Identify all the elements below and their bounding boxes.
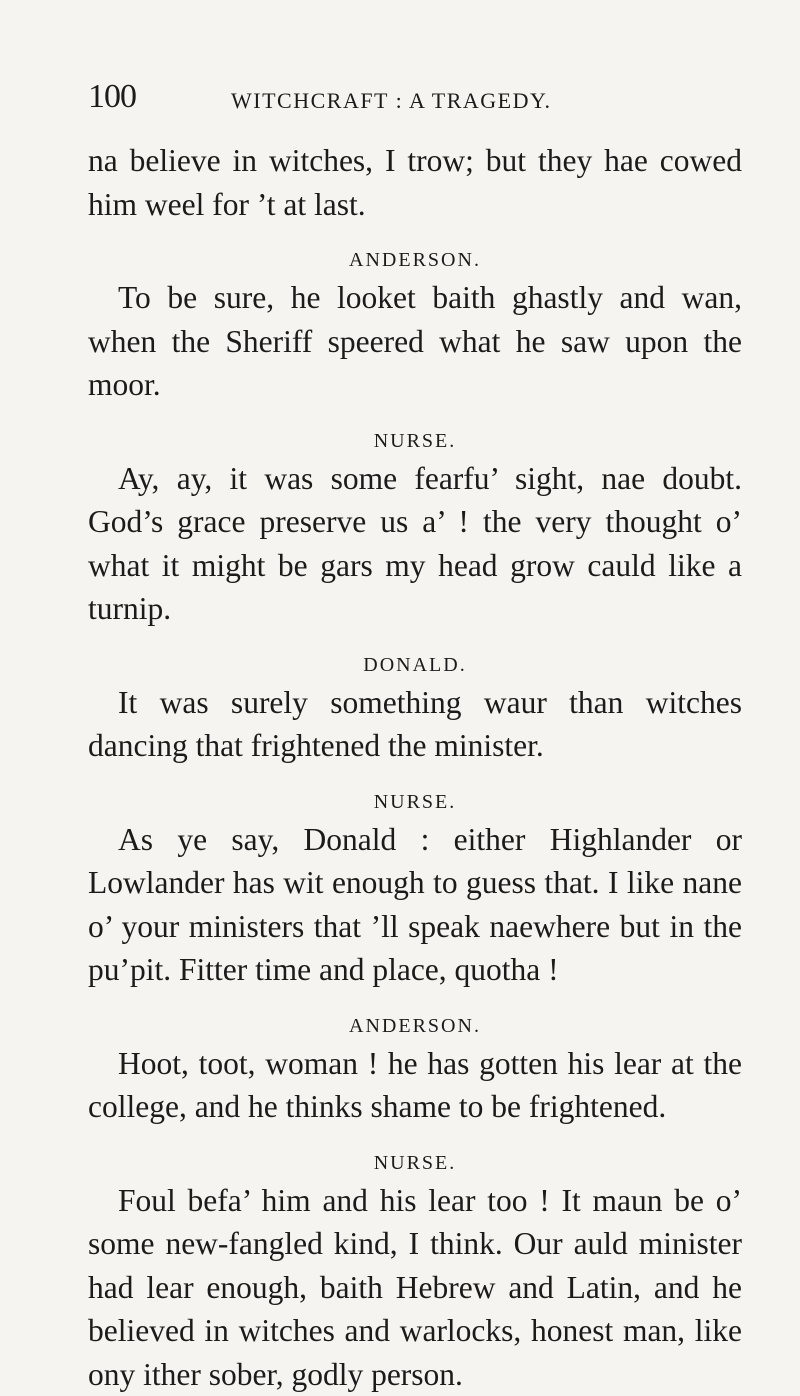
page-number: 100 bbox=[88, 78, 136, 116]
speaker-name: NURSE. bbox=[88, 790, 742, 814]
speaker-name: ANDERSON. bbox=[88, 1014, 742, 1038]
dialogue-paragraph: Foul befa’ him and his lear too ! It maun be o’ some new-fangled kind, I think. Our auld minister had lear enough, baith Hebrew and Latin, and he believed in witches and warlocks, honest man, like ony ither sober, godly person. bbox=[88, 1179, 742, 1396]
page-body bbox=[88, 139, 742, 1396]
dialogue-paragraph: Hoot, toot, woman ! he has gotten his lear at the college, and he thinks shame to be frightened. bbox=[88, 1042, 742, 1129]
dialogue-paragraph: As ye say, Donald : either Highlander or Lowlander has wit enough to guess that. I like nane o’ your ministers that ’ll speak naewhere but in the pu’pit. Fitter time and place, quotha ! bbox=[88, 818, 742, 992]
speaker-name: NURSE. bbox=[88, 429, 742, 453]
speaker-name: ANDERSON. bbox=[88, 248, 742, 272]
dialogue-paragraph: It was surely something waur than witches dancing that frightened the minister. bbox=[88, 681, 742, 768]
running-title: WITCHCRAFT : A TRAGEDY. bbox=[231, 88, 552, 114]
dialogue-paragraph: To be sure, he looket baith ghastly and wan, when the Sheriff speered what he saw upon the moor. bbox=[88, 276, 742, 407]
dialogue-paragraph: na believe in witches, I trow; but they hae cowed him weel for ’t at last. bbox=[88, 139, 742, 226]
page-header bbox=[88, 78, 728, 118]
speaker-name: DONALD. bbox=[88, 653, 742, 677]
speaker-name: NURSE. bbox=[88, 1151, 742, 1175]
dialogue-paragraph: Ay, ay, it was some fearfu’ sight, nae doubt. God’s grace preserve us a’ ! the very thought o’ what it might be gars my head grow cauld like a turnip. bbox=[88, 457, 742, 631]
